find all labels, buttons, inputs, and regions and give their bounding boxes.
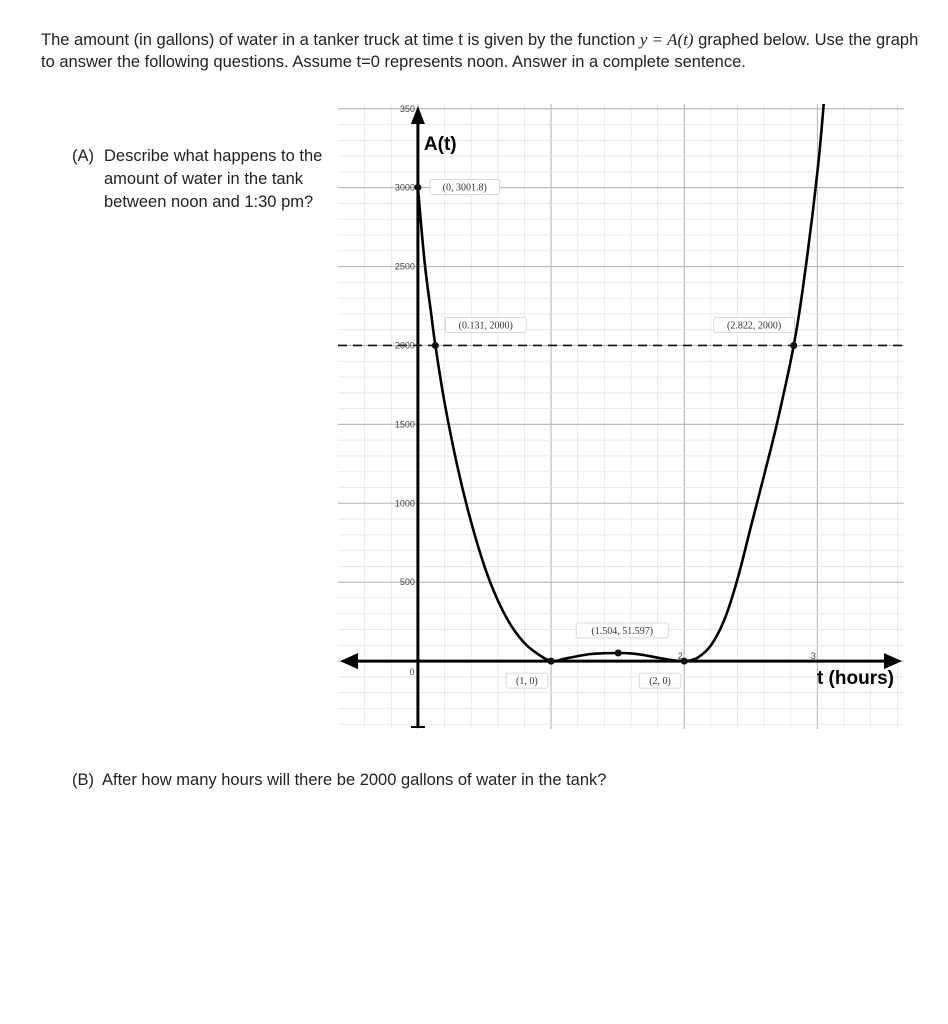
x-tick-label: 0 bbox=[409, 667, 415, 678]
y-tick-label: 2000 bbox=[394, 340, 415, 351]
x-tick-label: 2 bbox=[677, 651, 683, 662]
point-marker bbox=[790, 342, 797, 349]
question-b-text: After how many hours will there be 2000 gallons of water in the tank? bbox=[102, 771, 607, 789]
point-label: (2, 0) bbox=[649, 676, 671, 688]
y-tick-label: 500 bbox=[399, 577, 415, 588]
point-label: (1, 0) bbox=[516, 676, 538, 688]
problem-statement bbox=[41, 29, 921, 73]
point-marker bbox=[548, 658, 555, 665]
intro-function: y = A(t) bbox=[639, 30, 694, 49]
question-a bbox=[72, 145, 332, 214]
question-b bbox=[72, 771, 606, 790]
water-amount-graph bbox=[338, 104, 904, 729]
y-axis-title: A(t) bbox=[423, 134, 457, 155]
y-tick-label: 1500 bbox=[394, 419, 415, 430]
question-a-tag: (A) bbox=[72, 147, 94, 165]
intro-text-part1: The amount (in gallons) of water in a tanker truck at time t is given by the function bbox=[41, 31, 640, 49]
point-label: (0, 3001.8) bbox=[442, 182, 487, 194]
labels bbox=[395, 104, 894, 689]
intro-text-part2: graphed below. Use the graph to answer the following questions. Assume t=0 represents noon. Answer in a complete sentence. bbox=[41, 31, 919, 71]
point-label: (2.822, 2000) bbox=[727, 320, 782, 332]
y-tick-label: 2500 bbox=[394, 261, 415, 272]
x-axis-right-arrow bbox=[884, 653, 902, 669]
question-b-tag: (B) bbox=[72, 771, 94, 789]
point-marker bbox=[414, 184, 421, 191]
point-label: (1.504, 51.597) bbox=[591, 625, 654, 637]
point-label: (0.131, 2000) bbox=[458, 320, 513, 332]
question-a-text: Describe what happens to the amount of water in the tank between noon and 1:30 pm? bbox=[104, 147, 323, 211]
point-marker bbox=[432, 342, 439, 349]
x-axis-left-arrow bbox=[340, 653, 358, 669]
y-tick-label: 1000 bbox=[394, 498, 415, 509]
x-tick-label: 3 bbox=[810, 651, 816, 662]
y-tick-label: 350 bbox=[399, 104, 415, 114]
x-axis-title: t (hours) bbox=[816, 668, 894, 690]
point-marker bbox=[615, 649, 622, 656]
y-tick-label: 3000 bbox=[394, 182, 415, 193]
